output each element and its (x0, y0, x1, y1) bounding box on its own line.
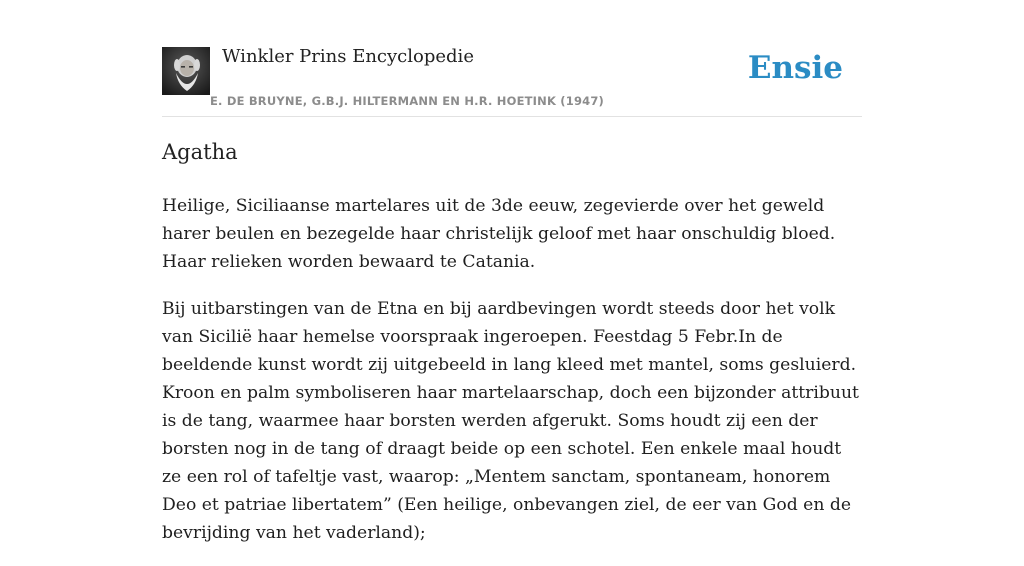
page-title: Agatha (162, 140, 238, 164)
article-body (162, 192, 862, 566)
avatar[interactable] (162, 47, 210, 95)
brand-logo[interactable]: Ensie (747, 50, 843, 86)
author-portrait-icon (162, 47, 210, 95)
site-header (162, 40, 862, 117)
article-paragraph: Bij uitbarstingen van de Etna en bij aardbevingen wordt steeds door het volk van Sicilië haar hemelse voorspraak ingeroepen. Feestdag 5 Febr.In de beeldende kunst wordt zij uitgebeeld in lang kleed met mantel, soms gesluierd. Kroon en palm symboliseren haar martelaarschap, doch een bijzonder attribuut is de tang, waarmee haar borsten werden afgerukt. Soms houdt zij een der borsten nog in de tang of draagt beide op een schotel. Een enkele maal houdt ze een rol of tafeltje vast, waarop: „Mentem sanctam, spontaneam, honorem Deo et patriae libertatem” (Een heilige, onbevangen ziel, de eer van God en de bevrijding van het vaderland); (162, 299, 859, 543)
article-paragraph: Heilige, Siciliaanse martelares uit de 3de eeuw, zegevierde over het geweld harer beulen en bezegelde haar christelijk geloof met haar onschuldig bloed. Haar relieken worden bewaard te Catania. (162, 196, 836, 272)
authors-line: E. DE BRUYNE, G.B.J. HILTERMANN EN H.R. HOETINK (1947) (210, 94, 605, 108)
site-title[interactable]: Winkler Prins Encyclopedie (222, 46, 474, 67)
